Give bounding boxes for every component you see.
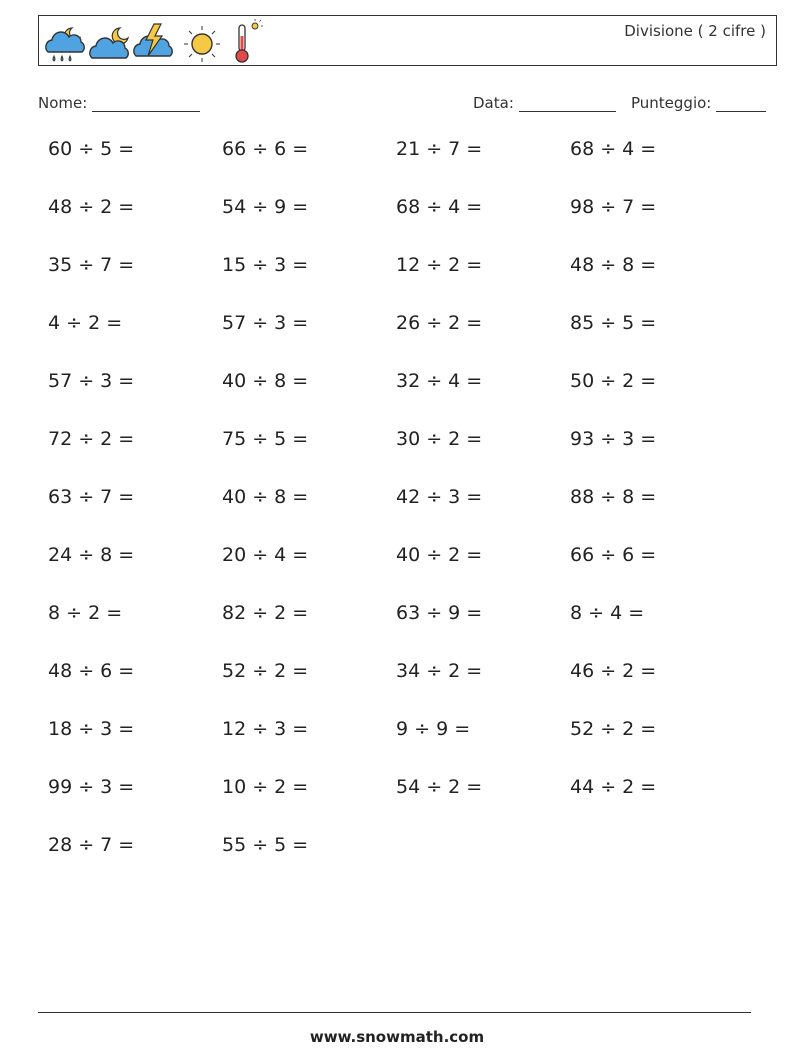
division-problem: 30 ÷ 2 = (396, 428, 483, 450)
division-problem: 57 ÷ 3 = (222, 312, 309, 334)
division-problem: 60 ÷ 5 = (48, 138, 135, 160)
division-problem: 55 ÷ 5 = (222, 834, 309, 856)
division-problem: 46 ÷ 2 = (570, 660, 657, 682)
division-problem: 54 ÷ 2 = (396, 776, 483, 798)
division-problem: 44 ÷ 2 = (570, 776, 657, 798)
division-problem: 9 ÷ 9 = (396, 718, 471, 740)
division-problem: 18 ÷ 3 = (48, 718, 135, 740)
division-problem: 12 ÷ 2 = (396, 254, 483, 276)
division-problem: 52 ÷ 2 = (570, 718, 657, 740)
division-problem: 34 ÷ 2 = (396, 660, 483, 682)
division-problem: 24 ÷ 8 = (48, 544, 135, 566)
division-problem: 98 ÷ 7 = (570, 196, 657, 218)
division-problem: 28 ÷ 7 = (48, 834, 135, 856)
cloud-moon-icon (90, 28, 128, 58)
division-problem: 4 ÷ 2 = (48, 312, 123, 334)
division-problem: 99 ÷ 3 = (48, 776, 135, 798)
score-field[interactable] (631, 94, 766, 112)
worksheet-header (38, 15, 777, 66)
storm-cloud-icon (134, 24, 172, 56)
division-problem: 8 ÷ 2 = (48, 602, 123, 624)
date-field[interactable] (473, 94, 616, 112)
division-problem: 72 ÷ 2 = (48, 428, 135, 450)
division-problem: 82 ÷ 2 = (222, 602, 309, 624)
division-problem: 88 ÷ 8 = (570, 486, 657, 508)
division-problem: 12 ÷ 3 = (222, 718, 309, 740)
rain-cloud-moon-icon (46, 28, 84, 61)
name-line (92, 97, 200, 112)
date-label: Data: (473, 94, 514, 112)
division-problem: 54 ÷ 9 = (222, 196, 309, 218)
division-problem: 48 ÷ 2 = (48, 196, 135, 218)
division-problem: 15 ÷ 3 = (222, 254, 309, 276)
score-line (716, 97, 766, 112)
division-problem: 68 ÷ 4 = (396, 196, 483, 218)
division-problem: 57 ÷ 3 = (48, 370, 135, 392)
division-problem: 40 ÷ 8 = (222, 486, 309, 508)
name-label: Nome: (38, 94, 88, 112)
division-problem: 75 ÷ 5 = (222, 428, 309, 450)
division-problem: 20 ÷ 4 = (222, 544, 309, 566)
division-problem: 68 ÷ 4 = (570, 138, 657, 160)
division-problem: 93 ÷ 3 = (570, 428, 657, 450)
date-line (519, 97, 616, 112)
division-problem: 35 ÷ 7 = (48, 254, 135, 276)
division-problem: 21 ÷ 7 = (396, 138, 483, 160)
division-problem: 52 ÷ 2 = (222, 660, 309, 682)
division-problem: 26 ÷ 2 = (396, 312, 483, 334)
division-problem: 63 ÷ 7 = (48, 486, 135, 508)
footer-divider (38, 1012, 751, 1013)
division-problem: 66 ÷ 6 = (222, 138, 309, 160)
footer-url: www.snowmath.com (309, 1028, 485, 1046)
name-field[interactable] (38, 94, 200, 112)
division-problem: 8 ÷ 4 = (570, 602, 645, 624)
division-problem: 40 ÷ 8 = (222, 370, 309, 392)
division-problem: 50 ÷ 2 = (570, 370, 657, 392)
division-problem: 48 ÷ 6 = (48, 660, 135, 682)
division-problem: 10 ÷ 2 = (222, 776, 309, 798)
score-label: Punteggio: (631, 94, 712, 112)
division-problem: 40 ÷ 2 = (396, 544, 483, 566)
division-problem: 32 ÷ 4 = (396, 370, 483, 392)
division-problem: 66 ÷ 6 = (570, 544, 657, 566)
division-problem: 85 ÷ 5 = (570, 312, 657, 334)
weather-icons (42, 18, 272, 66)
sun-icon (184, 26, 220, 62)
thermometer-icon (236, 19, 263, 62)
division-problem: 42 ÷ 3 = (396, 486, 483, 508)
worksheet-title: Divisione ( 2 cifre ) (624, 22, 766, 40)
division-problem: 48 ÷ 8 = (570, 254, 657, 276)
division-problem: 63 ÷ 9 = (396, 602, 483, 624)
